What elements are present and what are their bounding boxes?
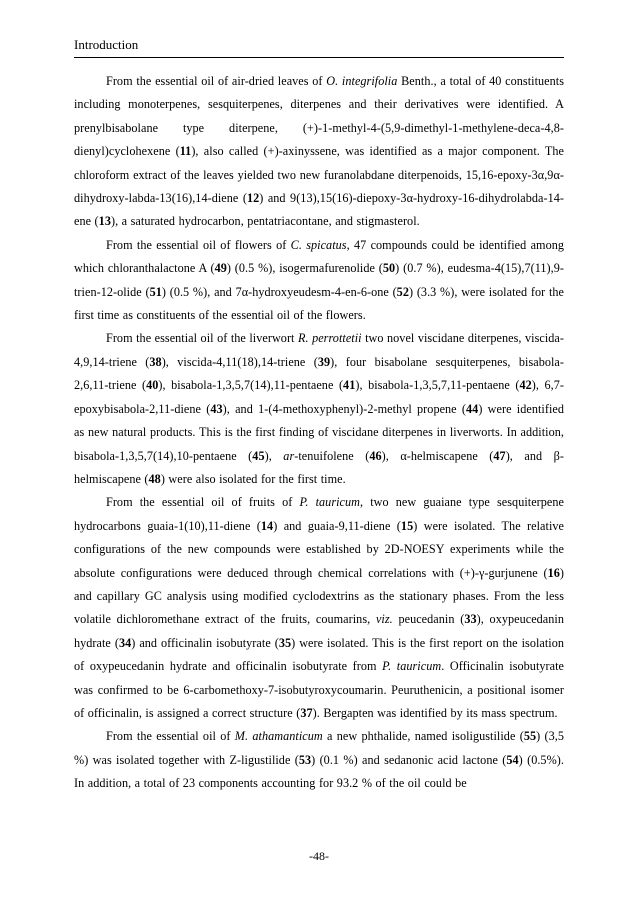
compound-number: 42 xyxy=(519,378,532,393)
compound-number: 34 xyxy=(118,635,132,650)
paragraph-o-integrifolia xyxy=(74,70,564,234)
text-run: ) (0.5%). In addition, a total of 23 components accounting for 93.2 % of the oil could be xyxy=(74,752,564,791)
text-run: From the essential oil of xyxy=(106,729,235,744)
text-run: ), α-helmiscapene ( xyxy=(381,448,494,463)
text-run: ) (3.3 %), were isolated for the first time as constituents of the essential oil of the flowers. xyxy=(74,284,564,323)
compound-number: 55 xyxy=(523,729,537,744)
compound-number: 45 xyxy=(252,448,265,463)
compound-number: 46 xyxy=(369,448,382,463)
text-run: ) and capillary GC analysis using modified cyclodextrins as the stationary phases. From the less volatile dichloromethane extract of the fruits, coumarins, xyxy=(74,565,564,627)
text-run: From the essential oil of the liverwort xyxy=(106,331,298,346)
text-run: ) were isolated. This is the first report on the isolation of oxypeucedanin hydrate and officinalin isobutyrate from xyxy=(74,635,565,674)
italic-run: R. perrottetii xyxy=(297,331,362,346)
text-run: -tenuifolene ( xyxy=(294,448,370,463)
italic-run: viz. xyxy=(375,612,393,627)
paragraph-m-athamanticum xyxy=(74,725,564,795)
compound-number: 16 xyxy=(547,565,560,580)
text-run: ), four bisabolane sesquiterpenes, bisabola-2,6,11-triene ( xyxy=(74,354,564,393)
compound-number: 35 xyxy=(278,635,292,650)
text-run: ) (0.7 %), eudesma-4(15),7(11),9-trien-12-olide ( xyxy=(74,261,564,299)
text-run: ). Bergapten was identified by its mass spectrum. xyxy=(312,705,558,720)
compound-number: 47 xyxy=(493,448,506,463)
compound-number: 54 xyxy=(506,752,519,767)
compound-number: 53 xyxy=(298,752,312,767)
italic-run: ar xyxy=(283,448,295,463)
compound-number: 41 xyxy=(343,378,356,393)
text-run: a new phthalide, named isoligustilide ( xyxy=(322,729,524,744)
compound-number: 40 xyxy=(146,378,159,393)
text-run: ), and 1-(4-methoxyphenyl)-2-methyl propene ( xyxy=(222,401,467,416)
italic-run: O. integrifolia xyxy=(326,74,398,88)
text-run: ) and guaia-9,11-diene ( xyxy=(273,518,401,533)
header-rule xyxy=(74,57,564,58)
text-run: , 47 compounds could be identified among which chloranthalactone A ( xyxy=(74,237,564,276)
italic-run: P. tauricum xyxy=(299,495,360,510)
compound-number: 39 xyxy=(317,354,331,369)
compound-number: 43 xyxy=(210,401,223,416)
text-run: Benth., a total of 40 constituents including monoterpenes, sesquiterpenes, diterpenes and their derivatives were identified. A prenylbisabolane type diterpene, (+)-1-methyl-4-(5,9-dimethyl-1-methylene-deca-4,8-dienyl)cyclohexene ( xyxy=(74,74,564,159)
compound-number: 14 xyxy=(260,518,274,533)
compound-number: 12 xyxy=(246,191,260,206)
compound-number: 13 xyxy=(98,214,111,229)
text-run: ) (0.5 %), isogermafurenolide ( xyxy=(226,261,383,276)
compound-number: 48 xyxy=(148,471,161,486)
text-run: , two new guaiane type sesquiterpene hydrocarbons guaia-1(10),11-diene ( xyxy=(74,495,564,533)
text-run: ) were also isolated for the first time. xyxy=(160,471,346,486)
paragraph-c-spicatus xyxy=(74,234,564,328)
italic-run: P. tauricum xyxy=(382,659,442,674)
text-run: ), and β-helmiscapene ( xyxy=(74,448,565,486)
paragraph-p-tauricum xyxy=(74,491,564,725)
compound-number: 38 xyxy=(149,354,162,369)
text-run: ) (0.1 %) and sedanonic acid lactone ( xyxy=(311,752,507,767)
compound-number: 44 xyxy=(466,401,479,416)
compound-number: 15 xyxy=(400,518,414,533)
paragraph-r-perrottetii xyxy=(74,327,564,491)
text-run: ) (0.5 %), and 7α-hydroxyeudesm-4-en-6-one ( xyxy=(161,284,397,299)
text-run: ), 6,7-epoxybisabola-2,11-diene ( xyxy=(74,378,564,416)
running-header: Introduction xyxy=(74,37,139,52)
text-run: From the essential oil of air-dried leaves of xyxy=(106,74,327,88)
text-run: ) and 9(13),15(16)-diepoxy-3α-hydroxy-16-dihydrolabda-14-ene ( xyxy=(74,191,564,229)
text-run: ), viscida-4,11(18),14-triene ( xyxy=(161,354,318,369)
text-run: ), also called (+)-axinyssene, was identified as a major component. The chloroform extract of the leaves yielded two new furanolabdane diterpenoids, 15,16-epoxy-3α,9α-dihydroxy-labda-13(16),14-diene ( xyxy=(74,144,564,206)
text-run: ), bisabola-1,3,5,7,11-pentaene ( xyxy=(355,378,520,393)
body-text xyxy=(74,70,564,796)
text-run: . Officinalin isobutyrate was confirmed to be 6-carbomethoxy-7-isobutyroxycoumarin. Peuruthenicin, a positional isomer of officinalin, is assigned a correct structure ( xyxy=(74,659,564,720)
text-run: ), a saturated hydrocarbon, pentatriacontane, and stigmasterol. xyxy=(110,214,420,229)
text-run: ) (3,5 %) was isolated together with Z-ligustilide ( xyxy=(74,729,565,767)
text-run: two novel viscidane diterpenes, viscida-4,9,14-triene ( xyxy=(74,331,564,369)
italic-run: M. athamanticum xyxy=(234,729,323,744)
text-run: From the essential oil of fruits of xyxy=(106,495,300,510)
text-run: peucedanin ( xyxy=(392,612,465,627)
compound-number: 51 xyxy=(149,284,162,299)
page-number: -48- xyxy=(309,849,329,863)
text-run: ) were isolated. The relative configurations of the new compounds were established by 2D-NOESY experiments while the absolute configurations were deduced through chemical correlations with (+)-γ-gurjunene ( xyxy=(74,518,564,580)
compound-number: 33 xyxy=(464,612,477,627)
text-run: ), xyxy=(264,448,284,463)
compound-number: 37 xyxy=(300,705,313,720)
italic-run: C. spicatus xyxy=(290,237,347,252)
text-run: ) and officinalin isobutyrate ( xyxy=(131,635,279,650)
compound-number: 52 xyxy=(396,284,409,299)
compound-number: 11 xyxy=(179,144,192,159)
text-run: ) were identified as new natural products. This is the first finding of viscidane diterpenes in liverworts. In addition, bisabola-1,3,5,7(14),10-pentaene ( xyxy=(74,401,565,463)
compound-number: 50 xyxy=(382,261,396,276)
text-run: ), bisabola-1,3,5,7(14),11-pentaene ( xyxy=(158,378,344,393)
text-run: From the essential oil of flowers of xyxy=(106,237,291,252)
text-run: ), oxypeucedanin hydrate ( xyxy=(74,612,564,650)
compound-number: 49 xyxy=(214,261,227,276)
